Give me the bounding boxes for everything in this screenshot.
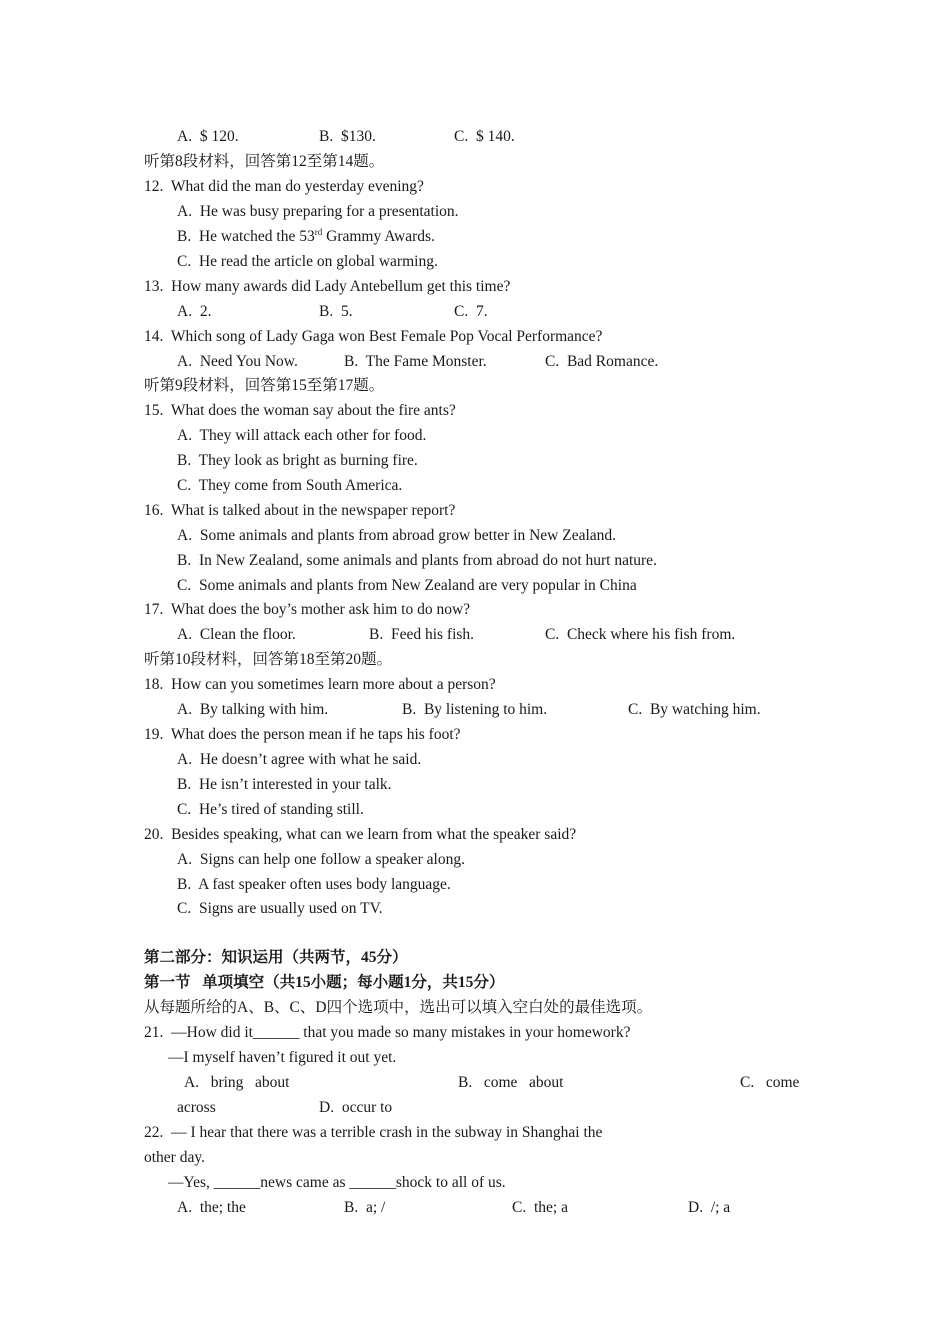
q15-stem: 15. What does the woman say about the fire ants? (144, 402, 456, 419)
section9-heading: 听第9段材料，回答第15至第17题。 (144, 377, 385, 394)
q22-line1: 22. — I hear that there was a terrible crash in the subway in Shanghai the (144, 1124, 603, 1141)
q16-option-b: B. In New Zealand, some animals and plants from abroad do not hurt nature. (177, 552, 657, 569)
q20-option-a: A. Signs can help one follow a speaker along. (177, 851, 465, 868)
q17-stem: 17. What does the boy’s mother ask him to do now? (144, 601, 471, 618)
section8-heading: 听第8段材料，回答第12至第14题。 (144, 153, 385, 170)
q12-option-b-superscript: rd (314, 226, 323, 237)
q20-option-b: B. A fast speaker often uses body language. (177, 876, 451, 893)
q21-line1: 21. —How did it______ that you made so many mistakes in your homework? (144, 1024, 631, 1041)
q22-option-a: A. the; the (177, 1199, 246, 1216)
option-c: C. $ 140. (454, 128, 515, 145)
part2-title: 第二部分：知识运用（共两节，45分） (144, 949, 408, 966)
q12-option-b (177, 227, 435, 247)
q22-option-c: C. the; a (512, 1199, 568, 1216)
q12-option-c: C. He read the article on global warming. (177, 253, 438, 270)
q13-option-c: C. 7. (454, 303, 488, 320)
q18-option-c: C. By watching him. (628, 701, 761, 718)
q21-option-a: A. bring about (184, 1074, 290, 1091)
q22-line2: —Yes, ______news came as ______shock to all of us. (168, 1174, 506, 1191)
q13-option-b: B. 5. (319, 303, 353, 320)
q12-option-b-text-end: Grammy Awards. (322, 228, 435, 245)
q19-stem: 19. What does the person mean if he taps his foot? (144, 726, 461, 743)
q12-option-b-text: B. He watched the 53 (177, 228, 315, 245)
q20-option-c: C. Signs are usually used on TV. (177, 900, 383, 917)
q14-stem: 14. Which song of Lady Gaga won Best Female Pop Vocal Performance? (144, 328, 603, 345)
q19-option-c: C. He’s tired of standing still. (177, 801, 364, 818)
q18-stem: 18. How can you sometimes learn more about a person? (144, 676, 496, 693)
part2-instruction: 从每题所给的A、B、C、D四个选项中，选出可以填入空白处的最佳选项。 (144, 999, 653, 1016)
q22-option-d: D. /; a (688, 1199, 731, 1216)
q21-line2: —I myself haven’t figured it out yet. (168, 1049, 397, 1066)
q22-line1-continued: other day. (144, 1149, 205, 1166)
section10-heading: 听第10段材料，回答第18至第20题。 (144, 651, 393, 668)
q18-option-a: A. By talking with him. (177, 701, 329, 718)
q21-option-b: B. come about (458, 1074, 564, 1091)
q21-option-d: D. occur to (319, 1099, 393, 1116)
q21-option-c-continued: across (177, 1099, 216, 1116)
q22-option-b: B. a; / (344, 1199, 386, 1216)
q12-option-a: A. He was busy preparing for a presentation. (177, 203, 459, 220)
q17-option-a: A. Clean the floor. (177, 626, 296, 643)
q15-option-c: C. They come from South America. (177, 477, 403, 494)
option-a: A. $ 120. (177, 128, 239, 145)
q14-option-c: C. Bad Romance. (545, 353, 659, 370)
q17-option-b: B. Feed his fish. (369, 626, 475, 643)
q21-option-c: C. come (740, 1074, 800, 1091)
q13-stem: 13. How many awards did Lady Antebellum get this time? (144, 278, 511, 295)
q17-option-c: C. Check where his fish from. (545, 626, 736, 643)
q19-option-a: A. He doesn’t agree with what he said. (177, 751, 422, 768)
q15-option-b: B. They look as bright as burning fire. (177, 452, 418, 469)
q16-option-a: A. Some animals and plants from abroad grow better in New Zealand. (177, 527, 617, 544)
q12-stem: 12. What did the man do yesterday evening? (144, 178, 424, 195)
part2-section1-title: 第一节 单项填空（共15小题；每小题1分，共15分） (144, 974, 505, 991)
q16-option-c: C. Some animals and plants from New Zealand are very popular in China (177, 577, 637, 594)
q15-option-a: A. They will attack each other for food. (177, 427, 427, 444)
option-b: B. $130. (319, 128, 376, 145)
q19-option-b: B. He isn’t interested in your talk. (177, 776, 392, 793)
q20-stem: 20. Besides speaking, what can we learn from what the speaker said? (144, 826, 577, 843)
q18-option-b: B. By listening to him. (402, 701, 548, 718)
q16-stem: 16. What is talked about in the newspaper report? (144, 502, 456, 519)
q14-option-b: B. The Fame Monster. (344, 353, 487, 370)
q14-option-a: A. Need You Now. (177, 353, 298, 370)
q13-option-a: A. 2. (177, 303, 212, 320)
